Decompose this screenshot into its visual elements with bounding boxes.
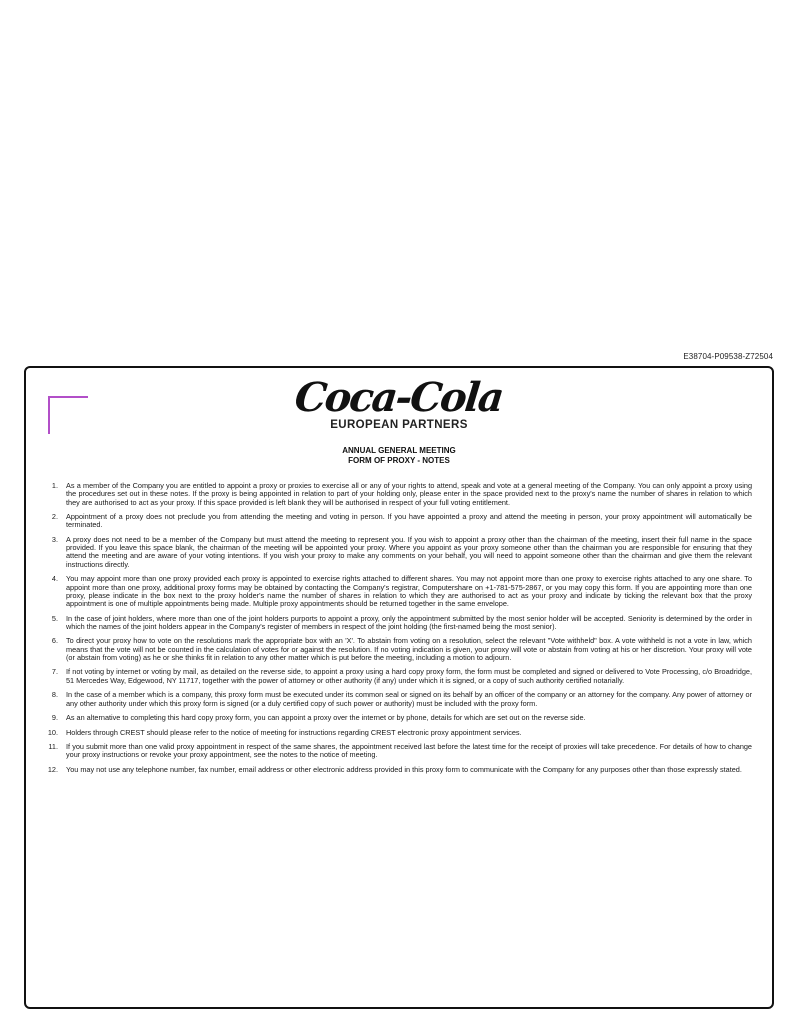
note-number: 3. (51, 534, 58, 544)
note-item (42, 615, 752, 632)
note-text: To direct your proxy how to vote on the resolutions mark the appropriate box with an 'X'. To abstain from voting on a resolution, select the relevant "Vote withheld" box. A vote withheld is not a vote in law, which means that the vote will not be counted in the calculation of votes for or against the resolution. If no voting indication is given, your proxy will vote or abstain from voting at his or her discretion. Your proxy will vote (or abstain from voting) as he or she thinks fit in relation to any other matter which is put before the meeting, including a motion to adjourn. (66, 636, 752, 662)
note-item (42, 575, 752, 608)
note-number: 12. (47, 764, 58, 774)
note-text: In the case of joint holders, where more than one of the joint holders purports to appoint a proxy, only the appointment submitted by the most senior holder will be accepted. Seniority is determined by the order in which the names of the joint holders appear in the Company's register of members in respect of the joint holding (the first-named being the most senior). (66, 613, 752, 631)
note-text: If you submit more than one valid proxy appointment in respect of the same shares, the appointment received last before the latest time for the receipt of proxies will take precedence. For details of how to change your proxy instructions or revoke your proxy appointment, see the notes to the notice of meeting. (66, 742, 752, 760)
heading-line-2: FORM OF PROXY - NOTES (348, 455, 450, 465)
note-number: 5. (51, 613, 58, 623)
document-heading (26, 446, 772, 465)
note-text: If not voting by internet or voting by mail, as detailed on the reverse side, to appoint a proxy using a hard copy proxy form, the form must be completed and signed or delivered to Vote Processing, c/o Broadridge, 51 Mercedes Way, Edgewood, NY 11717, together with the power of attorney or other authority (if any) under which it is signed, or a copy of such authority certified notarially. (66, 667, 752, 685)
company-logo (26, 376, 772, 431)
note-item (42, 729, 752, 737)
logo-script-wordmark: Coca-Cola (293, 374, 506, 421)
note-text: Appointment of a proxy does not preclude you from attending the meeting and voting in person. If you have appointed a proxy and attend the meeting in person, your proxy appointment will automatically be terminated. (66, 512, 752, 530)
note-text: In the case of a member which is a company, this proxy form must be executed under its common seal or signed on its behalf by an officer of the company or an attorney for the company. Any power of attorney or any other authority under which this proxy form is signed (or a duly certified copy of such power or authority) must be included with the proxy form. (66, 690, 752, 708)
note-number: 4. (51, 574, 58, 584)
reference-code: E38704-P09538-Z72504 (683, 352, 773, 361)
logo-subtitle: EUROPEAN PARTNERS (330, 419, 468, 431)
note-number: 7. (51, 667, 58, 677)
note-number: 2. (51, 512, 58, 522)
notes-list (42, 482, 752, 780)
note-text: You may appoint more than one proxy provided each proxy is appointed to exercise rights attached to different shares. You may not appoint more than one proxy to exercise rights attached to any one share. To appoint more than one proxy, additional proxy forms may be obtained by contacting the Company's registrar, Computershare on +1-781-575-2867, or you may copy this form. If you are appointing more than one proxy, please indicate in the box next to the proxy holder's name the number of shares in relation to which they are authorised to act as your proxy and indicate by ticking the relevant box that the proxy appointment is one of multiple appointments being made. Multiple proxy appointments should be returned together in the same envelope. (66, 574, 752, 609)
note-item (42, 668, 752, 685)
note-item (42, 766, 752, 774)
note-item (42, 536, 752, 569)
note-item (42, 691, 752, 708)
proxy-notes-frame (24, 366, 774, 1009)
note-number: 6. (51, 636, 58, 646)
note-item (42, 482, 752, 507)
note-text: A proxy does not need to be a member of the Company but must attend the meeting to represent you. If you wish to appoint a proxy other than the chairman of the meeting, insert their full name in the space provided. If you leave this space blank, the chairman of the meeting will be appointed your proxy. Where you appoint as your proxy someone other than the chairman you are responsible for ensuring that they attend the meeting and are aware of your voting intentions. If you wish your proxy to make any comments on your behalf, you will need to appoint someone other than the chairman and give them the relevant instructions directly. (66, 534, 752, 569)
note-item (42, 743, 752, 760)
note-item (42, 637, 752, 662)
note-text: You may not use any telephone number, fax number, email address or other electronic address provided in this proxy form to communicate with the Company for any purposes other than those expressly stated. (66, 764, 742, 774)
heading-line-1: ANNUAL GENERAL MEETING (342, 446, 456, 455)
note-number: 10. (47, 727, 58, 737)
note-number: 11. (48, 742, 58, 751)
note-text: As a member of the Company you are entitled to appoint a proxy or proxies to exercise all or any of your rights to attend, speak and vote at a general meeting of the Company. You can only appoint a proxy using the procedures set out in these notes. If the proxy is being appointed in relation to part of your holding only, please enter in the space provided next to the proxy's name the number of shares in relation to which they are authorised to act as your proxy. If this space provided is left blank they will be authorised in respect of your full voting entitlement. (66, 481, 752, 507)
note-item (42, 513, 752, 530)
note-text: Holders through CREST should please refer to the notice of meeting for instructions regarding CREST electronic proxy appointment services. (66, 727, 522, 737)
note-number: 8. (51, 690, 58, 700)
note-text: As an alternative to completing this hard copy proxy form, you can appoint a proxy over the internet or by phone, details for which are set out on the reverse side. (66, 713, 586, 723)
note-item (42, 714, 752, 722)
note-number: 9. (51, 713, 58, 723)
note-number: 1. (51, 481, 58, 490)
